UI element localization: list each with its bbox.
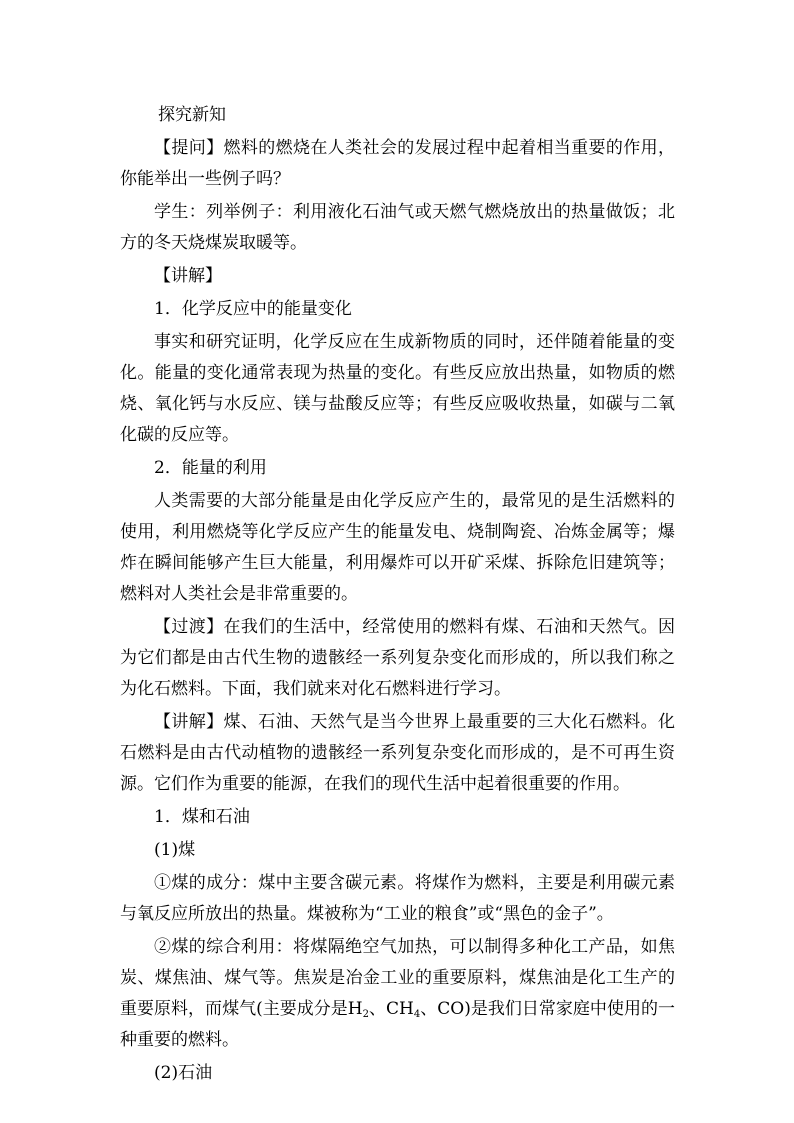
- coal-utilization-text-a: ②煤的综合利用：将煤隔绝空气加热，可以制得多种化工产品，如焦炭、煤焦油、煤气等。焦炭是冶金工业的重要原料，煤焦油是化工生产的重要原料，而煤气(主要成分是H: [120, 937, 675, 1019]
- paragraph-explain-label: 【讲解】: [154, 266, 222, 286]
- paragraph-student-answer: 学生：列举例子：利用液化石油气或天燃气燃烧放出的热量做饭；北方的冬天烧煤炭取暖等。: [120, 202, 675, 253]
- paragraph-transition: 【过渡】在我们的生活中，经常使用的燃料有煤、石油和天然气。因为它们都是由古代生物的遗骸经一系列复杂变化而形成的，所以我们称之为化石燃料。下面，我们就来对化石燃料进行学习。: [120, 617, 675, 699]
- paragraph-coal-composition: ①煤的成分：煤中主要含碳元素。将煤作为燃料，主要是利用碳元素与氧反应所放出的热量。煤被称为“工业的粮食”或“黑色的金子”。: [120, 873, 675, 924]
- paragraph-question: 【提问】燃料的燃烧在人类社会的发展过程中起着相当重要的作用，你能举出一些例子吗？: [120, 138, 675, 189]
- section-heading: 探究新知: [158, 105, 226, 125]
- paragraph-energy-use: 人类需要的大部分能量是由化学反应产生的，最常见的是生活燃料的使用，利用燃烧等化学反应产生的能量发电、烧制陶瓷、冶炼金属等；爆炸在瞬间能够产生巨大能量，利用爆炸可以开矿采煤、拆除危旧建筑等；燃料对人类社会是非常重要的。: [120, 491, 675, 604]
- h2-subscript: 2: [362, 1009, 369, 1020]
- subheading-oil: (2)石油: [154, 1063, 213, 1083]
- subheading-energy-use: 2．能量的利用: [154, 458, 267, 478]
- coal-utilization-text-c: 、CO)是我们日常家庭中使用的一种重要的燃料。: [120, 999, 675, 1050]
- subheading-coal: (1)煤: [154, 840, 196, 860]
- paragraph-fossil-fuels: 【讲解】煤、石油、天然气是当今世界上最重要的三大化石燃料。化石燃料是由古代动植物的遗骸经一系列复杂变化而形成的，是不可再生资源。它们作为重要的能源，在我们的现代生活中起着很重要的作用。: [120, 712, 675, 794]
- paragraph-energy-change: 事实和研究证明，化学反应在生成新物质的同时，还伴随着能量的变化。能量的变化通常表现为热量的变化。有些反应放出热量，如物质的燃烧、氧化钙与水反应、镁与盐酸反应等；有些反应吸收热量，如碳与二氧化碳的反应等。: [120, 332, 675, 445]
- ch4-subscript: 4: [413, 1009, 421, 1020]
- document-body: [120, 100, 675, 1091]
- subheading-coal-oil: 1．煤和石油: [154, 807, 250, 827]
- subheading-energy-change: 1．化学反应中的能量变化: [154, 299, 352, 319]
- paragraph-coal-utilization: [120, 932, 675, 1056]
- coal-utilization-text-b: 、CH: [369, 999, 414, 1019]
